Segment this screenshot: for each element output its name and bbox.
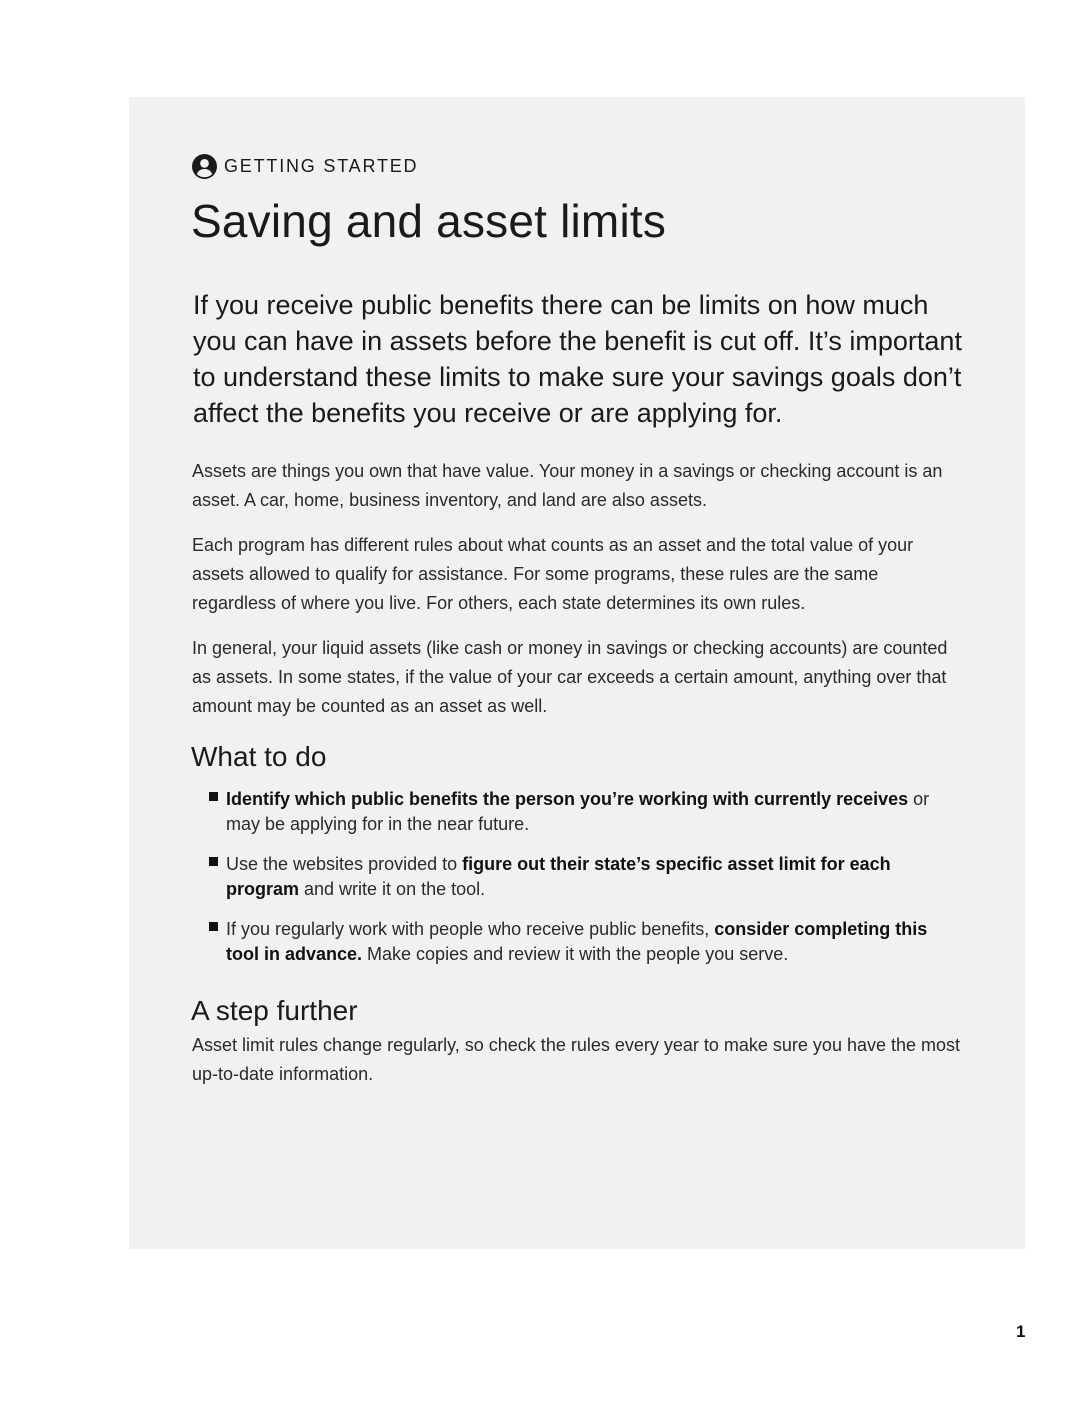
what-to-do-list: [192, 787, 972, 967]
section-eyebrow: [192, 153, 972, 179]
bullet-text-bold: Identify which public benefits the person you’re working with currently receives: [226, 789, 909, 809]
bullet-text-bold: consider completing this tool in advance.: [226, 919, 928, 964]
square-bullet-icon: [209, 857, 218, 866]
content-panel: [129, 97, 1025, 1249]
bullet-text-post: or may be applying for in the near future.: [226, 789, 930, 834]
list-item: [192, 787, 946, 837]
bullet-text-pre: If you regularly work with people who receive public benefits,: [226, 919, 715, 939]
list-item: [192, 917, 946, 967]
bullet-text-post: and write it on the tool.: [299, 879, 486, 899]
list-item: [192, 852, 946, 902]
lead-paragraph: If you receive public benefits there can be limits on how much you can have in assets before the benefit is cut off. It’s important to understand these limits to make sure your savings goals don’t affect the benefits you receive or are applying for.: [193, 290, 962, 428]
eyebrow-label: GETTING STARTED: [224, 155, 419, 176]
user-circle-icon: [192, 154, 217, 179]
bullet-text-post: Make copies and review it with the people you serve.: [362, 944, 789, 964]
body-paragraph: Assets are things you own that have value. Your money in a savings or checking account is an asset. A car, home, business inventory, and land are also assets.: [192, 461, 943, 510]
bullet-text-pre: Use the websites provided to: [226, 854, 463, 874]
body-paragraph: In general, your liquid assets (like cash or money in savings or checking accounts) are counted as assets. In some states, if the value of your car exceeds a certain amount, anything over that amount may be counted as an asset as well.: [192, 638, 948, 716]
step-further-heading: A step further: [191, 995, 358, 1026]
page-number: 1: [1016, 1322, 1026, 1341]
square-bullet-icon: [209, 792, 218, 801]
body-paragraph: Each program has different rules about what counts as an asset and the total value of your assets allowed to qualify for assistance. For some programs, these rules are the same regardless of where you live. For others, each state determines its own rules.: [192, 535, 914, 613]
what-to-do-heading: What to do: [191, 741, 327, 772]
square-bullet-icon: [209, 922, 218, 931]
step-further-text: Asset limit rules change regularly, so check the rules every year to make sure you have the most up-to-date information.: [192, 1035, 961, 1084]
page-content: [192, 153, 972, 1089]
bullet-text-bold: figure out their state’s specific asset limit for each program: [226, 854, 891, 899]
page-title: Saving and asset limits: [191, 195, 667, 247]
